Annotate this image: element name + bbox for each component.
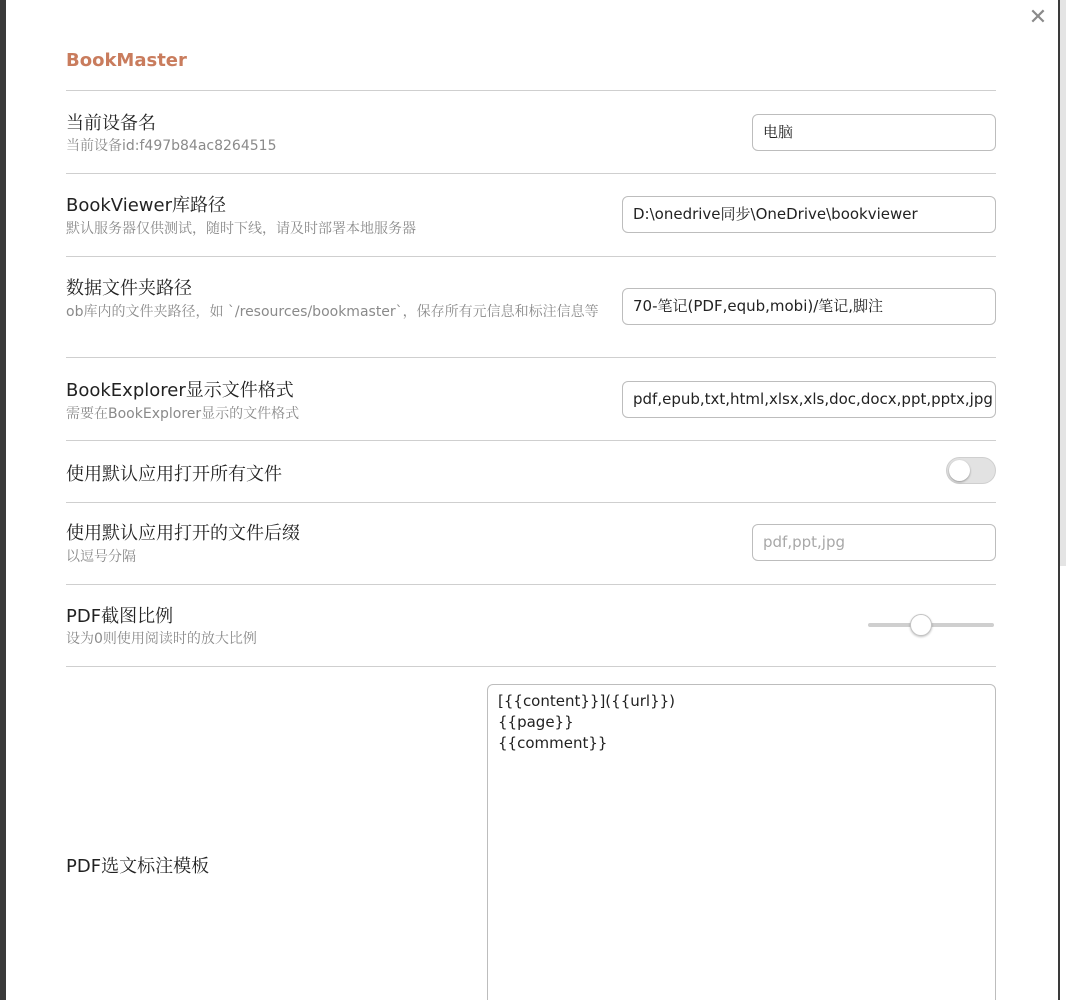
setting-name: 当前设备名: [66, 113, 156, 134]
setting-name: 使用默认应用打开的文件后缀: [66, 523, 300, 544]
pdf-annotation-template-textarea[interactable]: [{{content}}]({{url}}) {{page}} {{comment}}: [487, 684, 996, 1000]
setting-desc: ob库内的文件夹路径，如 `/resources/bookmaster`，保存所有元信息和标注信息等: [66, 304, 599, 320]
setting-desc: 默认服务器仅供测试，随时下线，请及时部署本地服务器: [66, 221, 416, 237]
toggle-knob: [949, 460, 970, 481]
data-folder-input[interactable]: 70-笔记(PDF,equb,mobi)/笔记,脚注: [622, 288, 996, 325]
bookviewer-path-input[interactable]: D:\onedrive同步\OneDrive\bookviewer: [622, 196, 996, 233]
setting-name: BookViewer库路径: [66, 195, 226, 216]
slider-thumb[interactable]: [910, 614, 932, 636]
setting-desc: 设为0则使用阅读时的放大比例: [66, 631, 257, 647]
setting-device-name: [66, 91, 996, 174]
settings-modal: [6, 0, 1058, 1000]
setting-default-app-all: [66, 441, 996, 503]
setting-name: BookExplorer显示文件格式: [66, 380, 294, 401]
scrollbar[interactable]: [1060, 0, 1066, 1000]
default-app-all-toggle[interactable]: [946, 457, 996, 484]
setting-explorer-formats: [66, 358, 996, 441]
setting-default-app-suffix: [66, 503, 996, 585]
setting-desc: 需要在BookExplorer显示的文件格式: [66, 406, 300, 422]
setting-name: PDF截图比例: [66, 606, 174, 627]
setting-desc: 当前设备id:f497b84ac8264515: [66, 138, 277, 154]
scrollbar-thumb[interactable]: [1060, 0, 1066, 566]
setting-name: 使用默认应用打开所有文件: [66, 464, 282, 485]
setting-data-folder: [66, 257, 996, 358]
pdf-screenshot-ratio-slider[interactable]: [868, 613, 994, 637]
setting-bookviewer-path: [66, 174, 996, 257]
device-name-input[interactable]: 电脑: [752, 114, 996, 151]
setting-name: PDF选文标注模板: [66, 856, 210, 877]
explorer-formats-input[interactable]: pdf,epub,txt,html,xlsx,xls,doc,docx,ppt,pptx,jpg: [622, 381, 996, 418]
setting-desc: 以逗号分隔: [66, 549, 136, 565]
setting-name: 数据文件夹路径: [66, 278, 192, 299]
setting-pdf-screenshot-ratio: [66, 585, 996, 667]
close-icon[interactable]: ✕: [1028, 5, 1048, 30]
plugin-title: BookMaster: [66, 50, 187, 71]
default-app-suffix-input[interactable]: pdf,ppt,jpg: [752, 524, 996, 561]
setting-pdf-annotation-template: [66, 667, 996, 1000]
